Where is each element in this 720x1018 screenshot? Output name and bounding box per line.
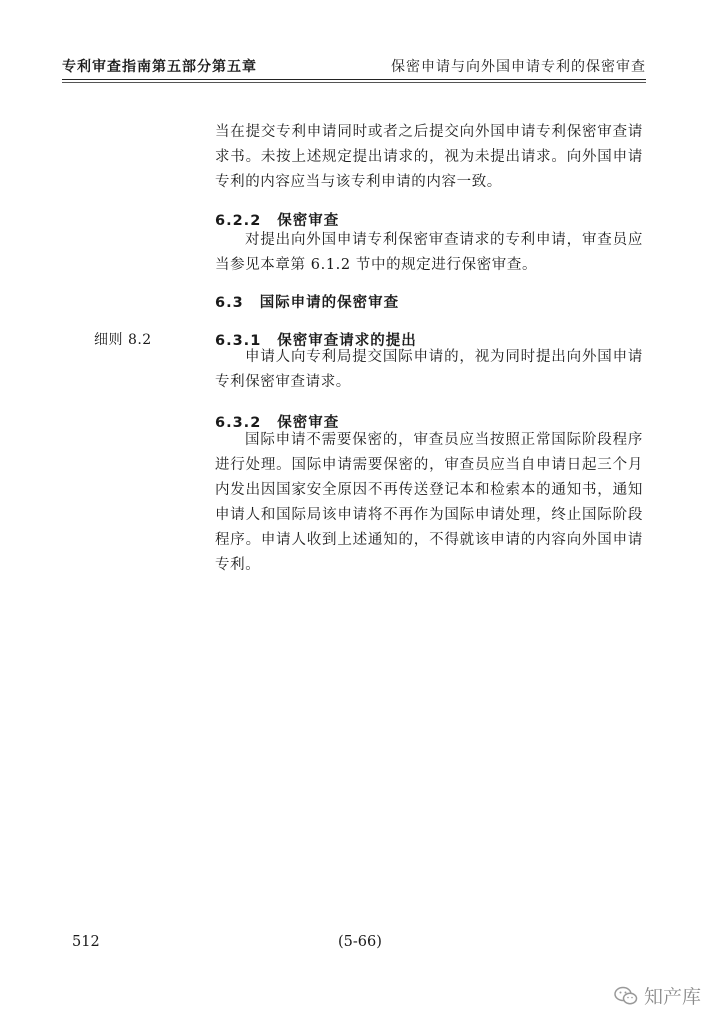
page-header [62,54,646,76]
heading-number: 6.2.2 [215,213,262,229]
heading-6-3 [215,291,399,312]
wechat-icon [614,986,638,1006]
header-left-title: 专利审查指南第五部分第五章 [62,59,257,75]
header-rule-thin [62,82,646,83]
paragraph-6-3-1: 申请人向专利局提交国际申请的，视为同时提出向外国申请专利保密审查请求。 [215,349,643,390]
heading-title: 保密审查 [277,213,340,229]
heading-title: 保密审查请求的提出 [277,333,417,349]
heading-number: 6.3 [215,295,244,311]
heading-6-2-2 [215,209,339,230]
header-right-title: 保密申请与向外国申请专利的保密审查 [391,59,646,75]
paragraph-6-2-2: 对提出向外国申请专利保密审查请求的专利申请，审查员应当参见本章第 6.1.2 节中的规定进行保密审查。 [215,232,643,273]
heading-number: 6.3.2 [215,415,262,431]
margin-note: 细则 8.2 [94,332,152,348]
watermark [614,982,701,1009]
page-number: 512 [72,934,100,950]
watermark-text: 知产库 [644,986,702,1008]
heading-number: 6.3.1 [215,333,262,349]
heading-title: 保密审查 [277,415,340,431]
paragraph-intro: 当在提交专利申请同时或者之后提交向外国申请专利保密审查请求书。未按上述规定提出请求的，视为未提出请求。向外国申请专利的内容应当与该专利申请的内容一致。 [215,124,643,190]
heading-title: 国际申请的保密审查 [259,295,400,311]
paragraph-6-3-2: 国际申请不需要保密的，审查员应当按照正常国际阶段程序进行处理。国际申请需要保密的，审查员应当自申请日起三个月内发出因国家安全原因不再传送登记本和检索本的通知书，通知申请人和国际局该申请将不再作为国际申请处理，终止国际阶段程序。申请人收到上述通知的，不得就该申请的内容向外国申请专利。 [215,432,643,573]
header-rule [62,79,646,80]
section-reference: (5-66) [338,934,382,950]
